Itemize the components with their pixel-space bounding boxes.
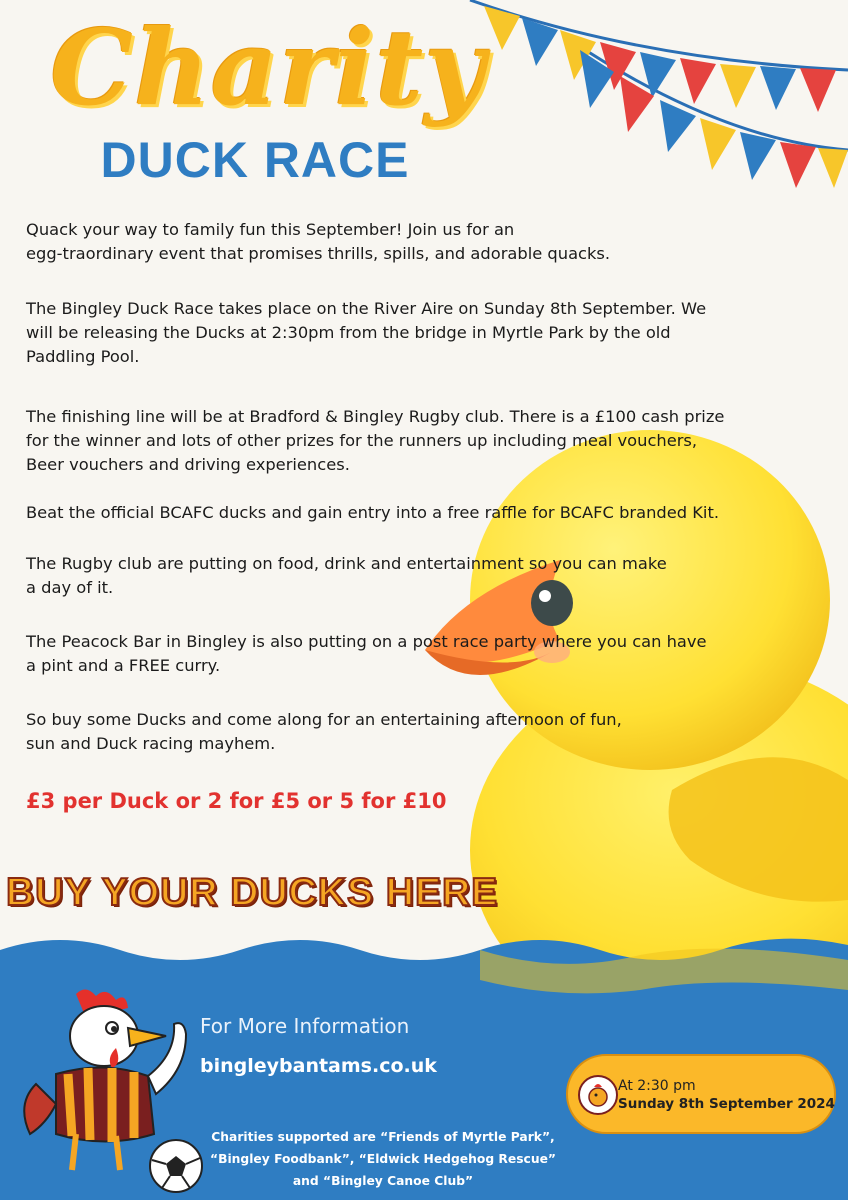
charities-line: “Bingley Foodbank”, “Eldwick Hedgehog Rescue” bbox=[209, 1152, 557, 1166]
paragraph-raffle bbox=[26, 501, 816, 525]
rooster-mascot-icon bbox=[16, 984, 206, 1194]
paragraph-line: will be releasing the Ducks at 2:30pm from the bridge in Myrtle Park by the old bbox=[26, 323, 671, 342]
paragraph-line: So buy some Ducks and come along for an entertaining afternoon of fun, bbox=[26, 710, 622, 729]
event-time: At 2:30 pm bbox=[618, 1078, 696, 1094]
event-date-badge bbox=[566, 1054, 836, 1134]
paragraph-line: The finishing line will be at Bradford & Bingley Rugby club. There is a £100 cash prize bbox=[26, 407, 725, 426]
paragraph-line: for the winner and lots of other prizes for the runners up including meal vouchers, bbox=[26, 431, 698, 450]
paragraph-race-details bbox=[26, 297, 816, 369]
paragraph-line: The Peacock Bar in Bingley is also putting on a post race party where you can have bbox=[26, 632, 707, 651]
paragraph-line: Paddling Pool. bbox=[26, 347, 140, 366]
info-heading: For More Information bbox=[200, 1014, 410, 1038]
paragraph-line: The Bingley Duck Race takes place on the River Aire on Sunday 8th September. We bbox=[26, 299, 707, 318]
paragraph-line: egg-traordinary event that promises thrills, spills, and adorable quacks. bbox=[26, 244, 611, 263]
charities-line: and “Bingley Canoe Club” bbox=[292, 1174, 474, 1188]
title-charity: Charity bbox=[50, 6, 486, 129]
website-link[interactable]: bingleybantams.co.uk bbox=[200, 1055, 437, 1077]
paragraph-line: Quack your way to family fun this September! Join us for an bbox=[26, 220, 515, 239]
paragraph-peacock-bar bbox=[26, 630, 816, 678]
charities-line: Charities supported are “Friends of Myrtle Park”, bbox=[211, 1130, 555, 1144]
paragraph-line: Beat the official BCAFC ducks and gain entry into a free raffle for BCAFC branded Kit. bbox=[26, 503, 720, 522]
paragraph-finishing-line bbox=[26, 405, 816, 477]
paragraph-line: Beer vouchers and driving experiences. bbox=[26, 455, 350, 474]
paragraph-closing bbox=[26, 708, 816, 756]
charities-supported bbox=[196, 1126, 570, 1192]
event-date: Sunday 8th September 2024 bbox=[618, 1096, 835, 1112]
paragraph-line: a pint and a FREE curry. bbox=[26, 656, 221, 675]
paragraph-line: The Rugby club are putting on food, drink and entertainment so you can make bbox=[26, 554, 667, 573]
buy-ducks-link[interactable]: BUY YOUR DUCKS HERE bbox=[6, 871, 499, 914]
paragraph-intro bbox=[26, 218, 816, 266]
title-duck-race: DUCK RACE bbox=[100, 132, 410, 188]
price-text: £3 per Duck or 2 for £5 or 5 for £10 bbox=[26, 789, 447, 813]
paragraph-line: a day of it. bbox=[26, 578, 114, 597]
paragraph-line: sun and Duck racing mayhem. bbox=[26, 734, 276, 753]
paragraph-rugby-club bbox=[26, 552, 816, 600]
bingley-bantams-logo-icon bbox=[578, 1075, 618, 1115]
